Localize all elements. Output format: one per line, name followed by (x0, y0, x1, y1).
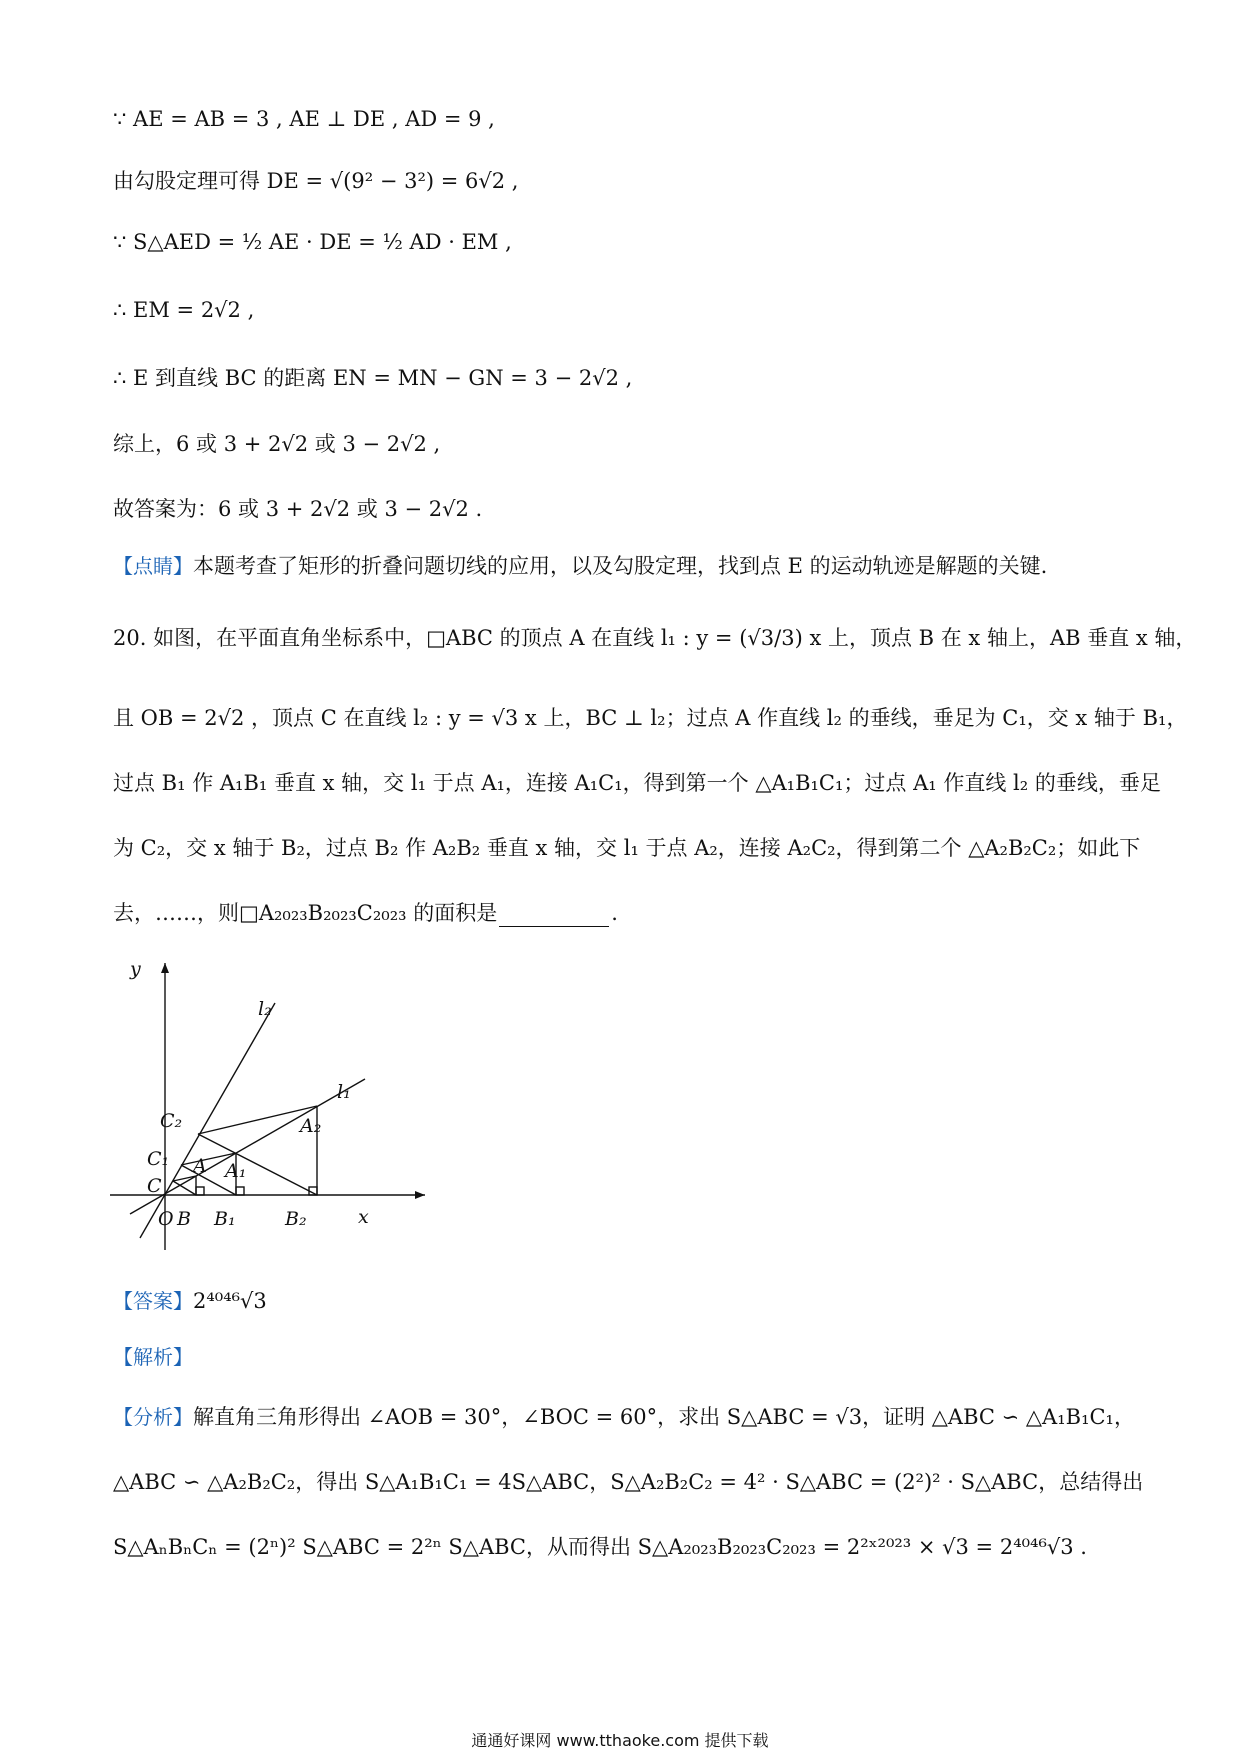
solution-line-2: 由勾股定理可得 DE = √(9² − 3²) = 6√2 , (113, 169, 519, 193)
label-C: C (147, 1175, 162, 1197)
right-angle-mark-B1 (236, 1187, 244, 1195)
label-A1: A₁ (225, 1160, 247, 1182)
analysis-tag: 【解析】 (113, 1345, 193, 1369)
y-axis-arrow (161, 963, 169, 973)
question-line-4: 为 C₂，交 x 轴于 B₂，过点 B₂ 作 A₂B₂ 垂直 x 轴，交 l₁ 于点 A₂，连接 A₂C₂，得到第二个 △A₂B₂C₂；如此下 (113, 836, 1141, 860)
coordinate-figure (110, 955, 430, 1255)
dianjing-text: 本题考查了矩形的折叠问题切线的应用，以及勾股定理，找到点 E 的运动轨迹是解题的关键. (193, 554, 1048, 578)
question-line-5-end: . (611, 901, 618, 925)
dianjing-paragraph (113, 550, 1047, 580)
label-O: O (158, 1208, 174, 1230)
question-line-5 (113, 897, 618, 927)
question-line-2: 且 OB = 2√2 ，顶点 C 在直线 l₂ : y = √3 x 上，BC ⊥ l₂；过点 A 作直线 l₂ 的垂线，垂足为 C₁，交 x 轴于 B₁， (113, 706, 1188, 730)
label-A2: A₂ (300, 1115, 322, 1137)
fenxi-tag: 【分析】 (113, 1405, 193, 1429)
question-line-3: 过点 B₁ 作 A₁B₁ 垂直 x 轴，交 l₁ 于点 A₁，连接 A₁C₁，得到第一个 △A₁B₁C₁；过点 A₁ 作直线 l₂ 的垂线，垂足 (113, 771, 1161, 795)
solution-line-1: ∵ AE = AB = 3 , AE ⊥ DE , AD = 9 , (113, 107, 495, 131)
fenxi-line-2: △ABC ∽ △A₂B₂C₂，得出 S△A₁B₁C₁ = 4S△ABC，S△A₂B₂C₂ = 4² · S△ABC = (2²)² · S△ABC，总结得出 (113, 1470, 1144, 1494)
x-axis-arrow (415, 1191, 425, 1199)
solution-line-3: ∵ S△AED = ½ AE · DE = ½ AD · EM , (113, 230, 512, 254)
answer-blank (499, 906, 609, 927)
solution-line-4: ∴ EM = 2√2 , (113, 298, 255, 322)
answer-tag: 【答案】 (113, 1289, 193, 1313)
label-y: y (130, 958, 141, 980)
page-footer: 通通好课网 www.tthaoke.com 提供下载 (471, 1731, 769, 1750)
right-angle-mark-B (196, 1187, 204, 1195)
label-A: A (193, 1155, 207, 1177)
fenxi-line-3: S△AₙBₙCₙ = (2ⁿ)² S△ABC = 2²ⁿ S△ABC，从而得出 S△A₂₀₂₃B₂₀₂₃C₂₀₂₃ = 2²ˣ²⁰²³ × √3 = 2⁴⁰⁴⁶√3 . (113, 1535, 1087, 1559)
solution-line-6: 综上，6 或 3 + 2√2 或 3 − 2√2 , (113, 432, 441, 456)
question-line-5-text: 去，……，则□A₂₀₂₃B₂₀₂₃C₂₀₂₃ 的面积是 (113, 901, 498, 925)
dianjing-tag: 【点睛】 (113, 554, 193, 578)
label-C1: C₁ (147, 1148, 170, 1170)
fenxi-line-1 (113, 1401, 1135, 1431)
fenxi-text-1: 解直角三角形得出 ∠AOB = 30°，∠BOC = 60°，求出 S△ABC = √3，证明 △ABC ∽ △A₁B₁C₁， (193, 1405, 1135, 1429)
label-C2: C₂ (160, 1110, 183, 1132)
solution-line-5: ∴ E 到直线 BC 的距离 EN = MN − GN = 3 − 2√2 , (113, 366, 633, 390)
question-line-1: 20. 如图，在平面直角坐标系中，□ABC 的顶点 A 在直线 l₁ : y = (√3/3) x 上，顶点 B 在 x 轴上，AB 垂直 x 轴， (113, 626, 1197, 650)
label-B1: B₁ (214, 1208, 236, 1230)
label-B2: B₂ (285, 1208, 307, 1230)
solution-line-7: 故答案为：6 或 3 + 2√2 或 3 − 2√2 . (113, 497, 483, 521)
label-B: B (177, 1208, 191, 1230)
label-l2: l₂ (258, 998, 272, 1020)
answer-paragraph (113, 1285, 267, 1314)
label-x: x (358, 1206, 369, 1228)
answer-text: 2⁴⁰⁴⁶√3 (193, 1289, 267, 1313)
label-l1: l₁ (337, 1081, 351, 1103)
